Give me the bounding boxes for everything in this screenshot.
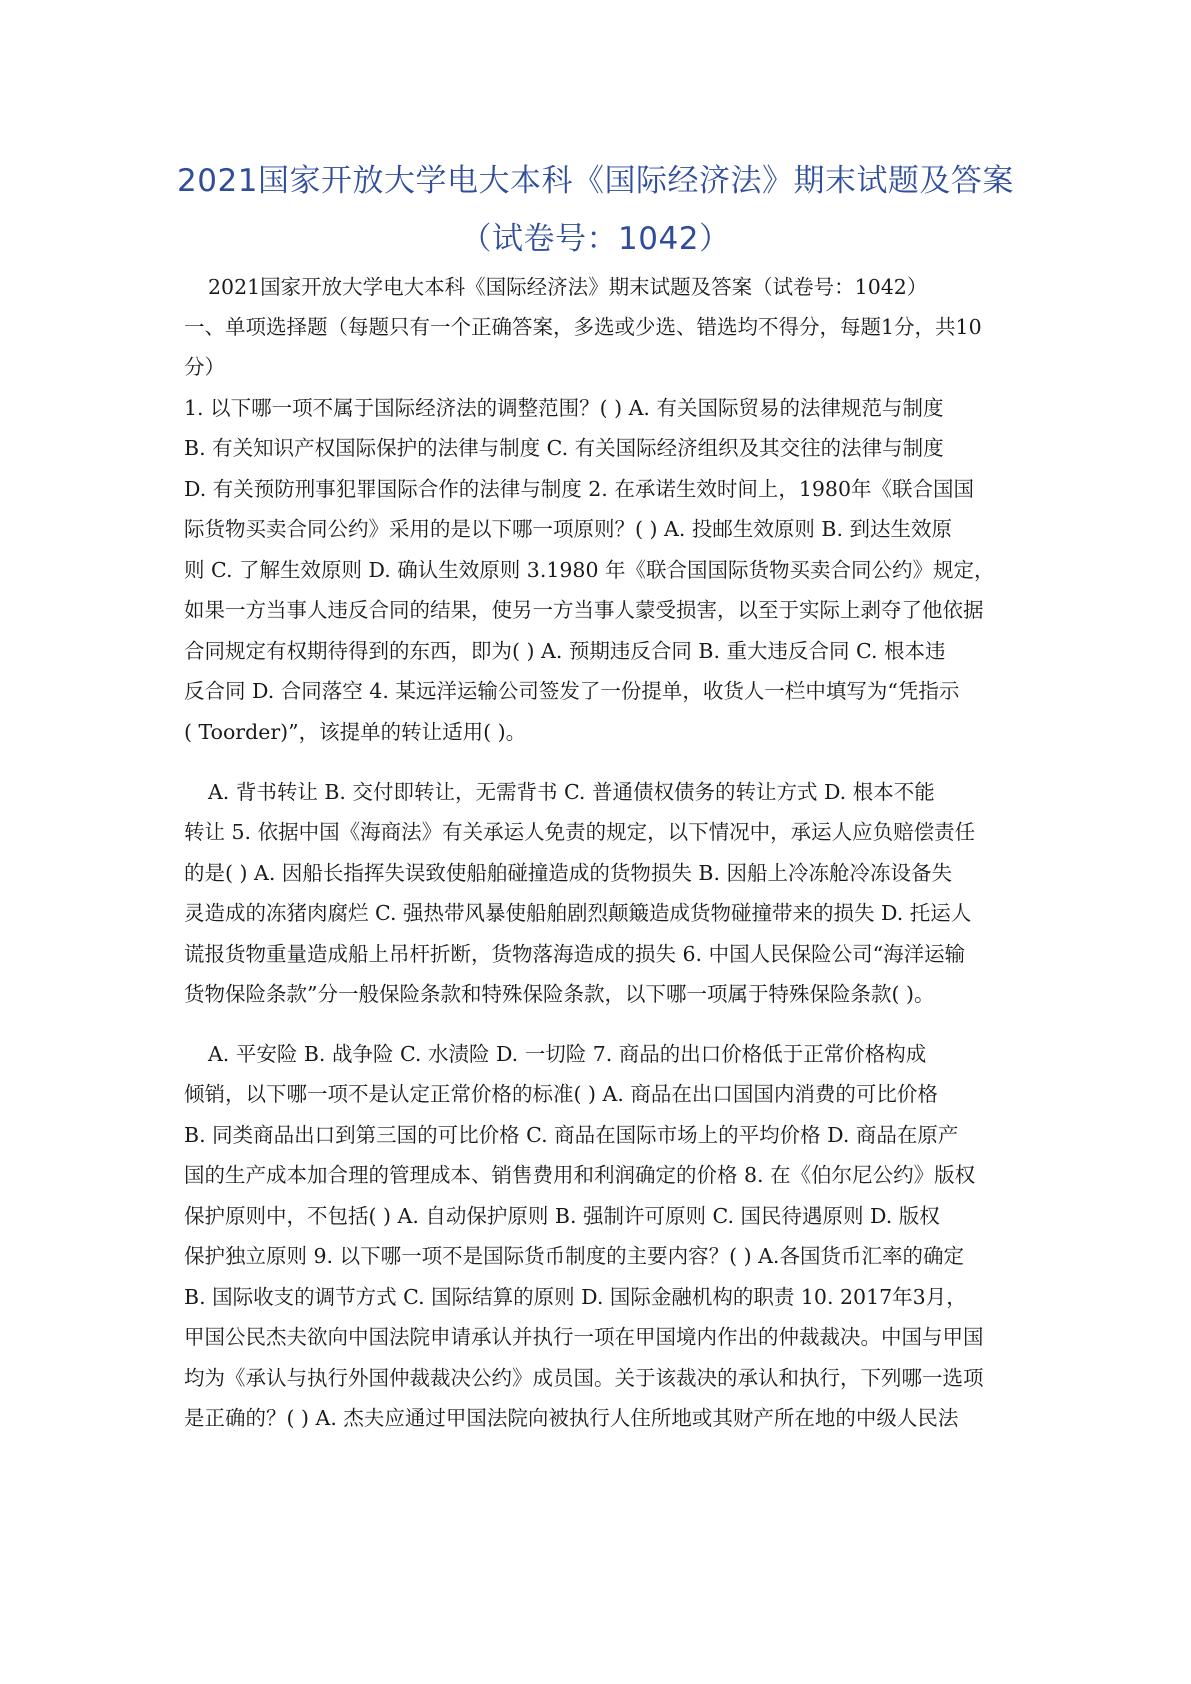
body-line: 甲国公民杰夫欲向中国法院申请承认并执行一项在甲国境内作出的仲裁裁决。中国与甲国 bbox=[184, 1325, 984, 1349]
body-line: 合同规定有权期待得到的东西，即为( ) A. 预期违反合同 B. 重大违反合同 C. 根本违 bbox=[184, 639, 946, 663]
body-line: 际货物买卖合同公约》采用的是以下哪一项原则？( ) A. 投邮生效原则 B. 到达生效原 bbox=[184, 517, 952, 541]
body-line: 转让 5. 依据中国《海商法》有关承运人免责的规定，以下情况中，承运人应负赔偿责任 bbox=[184, 820, 976, 844]
body-line: ( Toorder)”，该提单的转让适用( )。 bbox=[184, 720, 527, 744]
body-line: 均为《承认与执行外国仲裁裁决公约》成员国。关于该裁决的承认和执行，下列哪一选项 bbox=[184, 1366, 984, 1390]
body-line: 国的生产成本加合理的管理成本、销售费用和利润确定的价格 8. 在《伯尔尼公约》版权 bbox=[184, 1163, 976, 1187]
body-line: 则 C. 了解生效原则 D. 确认生效原则 3.1980 年《联合国国际货物买卖合同公约》规定， bbox=[184, 558, 995, 582]
body-line: B. 国际收支的调节方式 C. 国际结算的原则 D. 国际金融机构的职责 10. 2017年3月， bbox=[184, 1285, 967, 1309]
body-line: A. 背书转让 B. 交付即转让，无需背书 C. 普通债权债务的转让方式 D. 根本不能 bbox=[208, 780, 935, 804]
document-title-line-2: （试卷号：1042） bbox=[460, 221, 731, 257]
body-line: A. 平安险 B. 战争险 C. 水渍险 D. 一切险 7. 商品的出口价格低于正常价格构成 bbox=[208, 1042, 927, 1066]
body-line: 一、单项选择题（每题只有一个正确答案，多选或少选、错选均不得分，每题1分，共10 bbox=[184, 315, 982, 339]
body-line: 是正确的？( ) A. 杰夫应通过甲国法院向被执行人住所地或其财产所在地的中级人民法 bbox=[184, 1406, 959, 1430]
body-line: 1. 以下哪一项不属于国际经济法的调整范围？( ) A. 有关国际贸易的法律规范与制度 bbox=[184, 396, 944, 420]
body-line: 分） bbox=[184, 355, 225, 379]
body-line: B. 同类商品出口到第三国的可比价格 C. 商品在国际市场上的平均价格 D. 商品在原产 bbox=[184, 1123, 959, 1147]
body-line: 谎报货物重量造成船上吊杆折断，货物落海造成的损失 6. 中国人民保险公司“海洋运输 bbox=[184, 942, 966, 966]
document-title-line-1: 2021国家开放大学电大本科《国际经济法》期末试题及答案 bbox=[177, 163, 1014, 199]
body-line: B. 有关知识产权国际保护的法律与制度 C. 有关国际经济组织及其交往的法律与制度 bbox=[184, 436, 944, 460]
body-line: 如果一方当事人违反合同的结果，使另一方当事人蒙受损害，以至于实际上剥夺了他依据 bbox=[184, 598, 984, 622]
body-line: 的是( ) A. 因船长指挥失误致使船舶碰撞造成的货物损失 B. 因船上冷冻舱冷冻设备失 bbox=[184, 861, 952, 885]
body-line: 反合同 D. 合同落空 4. 某远洋运输公司签发了一份提单，收货人一栏中填写为“凭指示 bbox=[184, 679, 960, 703]
body-line: 货物保险条款”分一般保险条款和特殊保险条款，以下哪一项属于特殊保险条款( )。 bbox=[184, 982, 935, 1006]
body-line: 保护独立原则 9. 以下哪一项不是国际货币制度的主要内容？( ) A.各国货币汇率的确定 bbox=[184, 1244, 964, 1268]
body-line: D. 有关预防刑事犯罪国际合作的法律与制度 2. 在承诺生效时间上，1980年《联合国国 bbox=[184, 477, 974, 501]
body-line: 灵造成的冻猪肉腐烂 C. 强热带风暴使船舶剧烈颠簸造成货物碰撞带来的损失 D. 托运人 bbox=[184, 901, 972, 925]
body-line: 保护原则中，不包括( ) A. 自动保护原则 B. 强制许可原则 C. 国民待遇原则 D. 版权 bbox=[184, 1204, 940, 1228]
body-line: 倾销，以下哪一项不是认定正常价格的标准( ) A. 商品在出口国国内消费的可比价格 bbox=[184, 1082, 938, 1106]
body-line: 2021国家开放大学电大本科《国际经济法》期末试题及答案（试卷号：1042） bbox=[208, 275, 928, 299]
